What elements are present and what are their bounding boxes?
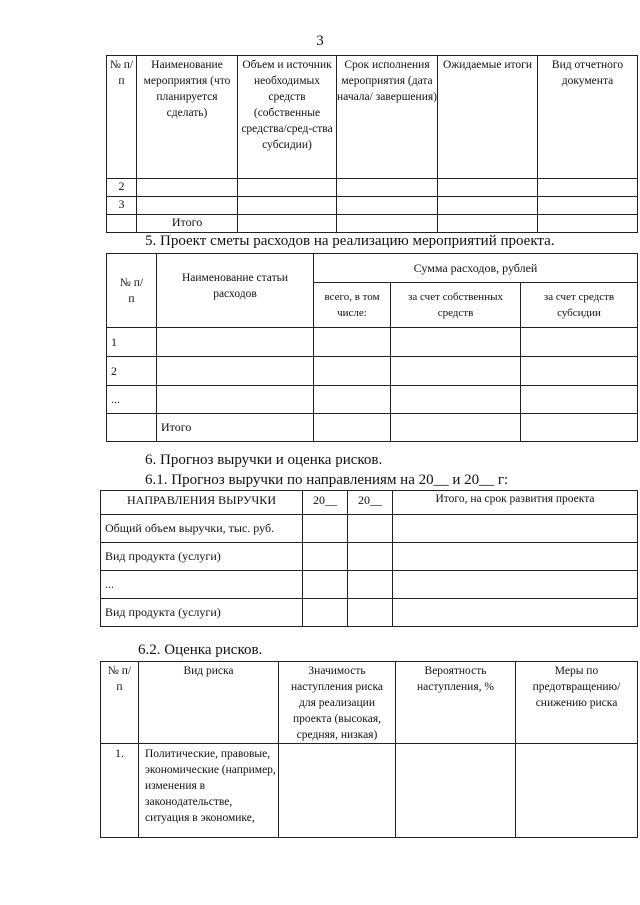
header-significance [279, 662, 396, 744]
cell [238, 179, 337, 197]
row-label: ... [101, 571, 303, 599]
cell [538, 179, 638, 197]
cell [393, 599, 638, 627]
cell [348, 543, 393, 571]
cell [391, 357, 521, 386]
cell [137, 197, 238, 215]
header-activity-name: Наименование мероприятия (что планируется сделать) [137, 56, 238, 179]
table-row [101, 543, 638, 571]
table-row [101, 571, 638, 599]
cell [314, 386, 391, 414]
header-year2: 20__ [348, 491, 393, 515]
header-year1: 20__ [303, 491, 348, 515]
cell [314, 414, 391, 442]
table-row [101, 599, 638, 627]
header-num-text: № п/п [119, 277, 144, 305]
row-num: 1 [107, 328, 157, 357]
table-row [107, 386, 638, 414]
cell [303, 571, 348, 599]
cell [348, 515, 393, 543]
table-row-total [107, 414, 638, 442]
cell [337, 179, 438, 197]
header-measures: Меры по предотвращению/ снижению риска [516, 662, 638, 744]
cell [337, 197, 438, 215]
table-expenses [106, 253, 638, 442]
cell [393, 515, 638, 543]
cell [438, 179, 538, 197]
header-risk-type: Вид риска [139, 662, 279, 744]
table-activities [106, 55, 638, 233]
header-sum-group: Сумма расходов, рублей [314, 254, 638, 283]
cell [337, 215, 438, 233]
page-number: 3 [316, 33, 324, 49]
cell [107, 414, 157, 442]
section61-title: 6.1. Прогноз выручки по направлениям на 20__ и 20__ г: [145, 472, 509, 488]
header-sum-total: всего, в том числе: [314, 283, 391, 328]
row-num: ... [107, 386, 157, 414]
cell [314, 357, 391, 386]
row-label: Вид продукта (услуги) [101, 543, 303, 571]
section6-title: 6. Прогноз выручки и оценка рисков. [145, 452, 383, 468]
header-expense-item [157, 254, 314, 328]
section62-title: 6.2. Оценка рисков. [138, 642, 263, 658]
cell [538, 197, 638, 215]
cell [303, 515, 348, 543]
header-total-period: Итого, на срок развития проекта [393, 491, 638, 515]
header-direction: НАПРАВЛЕНИЯ ВЫРУЧКИ [101, 491, 303, 515]
table-row [101, 744, 638, 838]
cell [516, 744, 638, 838]
row-num: 2 [107, 179, 137, 197]
cell [396, 744, 516, 838]
row-num: 2 [107, 357, 157, 386]
cell [521, 386, 638, 414]
cell [391, 414, 521, 442]
cell [348, 571, 393, 599]
table-row [101, 515, 638, 543]
table-revenue-forecast [100, 490, 638, 627]
table-risk-assessment [100, 661, 638, 838]
cell [538, 215, 638, 233]
cell [348, 599, 393, 627]
header-report-doc: Вид отчетного документа [538, 56, 638, 179]
cell [107, 215, 137, 233]
header-num: № п/п [107, 56, 137, 179]
cell [157, 357, 314, 386]
cell [303, 543, 348, 571]
cell [393, 571, 638, 599]
cell [279, 744, 396, 838]
cell [521, 414, 638, 442]
cell [314, 328, 391, 357]
cell [157, 386, 314, 414]
header-num-text: № п/п [107, 665, 132, 693]
cell [521, 328, 638, 357]
cell [303, 599, 348, 627]
cell [438, 215, 538, 233]
cell [137, 179, 238, 197]
header-probability [396, 662, 516, 744]
cell [391, 328, 521, 357]
cell [391, 386, 521, 414]
total-label: Итого [137, 215, 238, 233]
table-row [107, 179, 638, 197]
header-num [101, 662, 139, 744]
header-significance-text: Значимость наступления риска для реализации проекта (высокая, средняя, низкая) [291, 665, 383, 741]
section5-title: 5. Проект сметы расходов на реализацию мероприятий проекта. [145, 233, 555, 249]
table-row [107, 328, 638, 357]
header-probability-text: Вероятность наступления, % [417, 665, 494, 693]
table-row [107, 357, 638, 386]
row-label: Общий объем выручки, тыс. руб. [101, 515, 303, 543]
cell [393, 543, 638, 571]
header-sum-own: за счет собственных средств [391, 283, 521, 328]
row-num: 3 [107, 197, 137, 215]
cell [238, 197, 337, 215]
row-label: Вид продукта (услуги) [101, 599, 303, 627]
header-expense-item-text: Наименование статьи расходов [181, 272, 289, 300]
cell [438, 197, 538, 215]
cell [238, 215, 337, 233]
header-funds: Объем и источник необходимых средств (собственные средства/сред-ства субсидии) [238, 56, 337, 179]
cell [157, 328, 314, 357]
header-deadline: Срок исполнения мероприятия (дата начала/ завершения) [337, 56, 438, 179]
row-num: 1. [101, 744, 139, 838]
table-row [107, 197, 638, 215]
total-label: Итого [157, 414, 314, 442]
header-results: Ожидаемые итоги [438, 56, 538, 179]
cell [521, 357, 638, 386]
header-num [107, 254, 157, 328]
risk-type: Политические, правовые, экономические (например, изменения в законодательстве, ситуация в экономике, [139, 744, 279, 838]
table-row-total [107, 215, 638, 233]
header-sum-subsidy: за счет средств субсидии [521, 283, 638, 328]
